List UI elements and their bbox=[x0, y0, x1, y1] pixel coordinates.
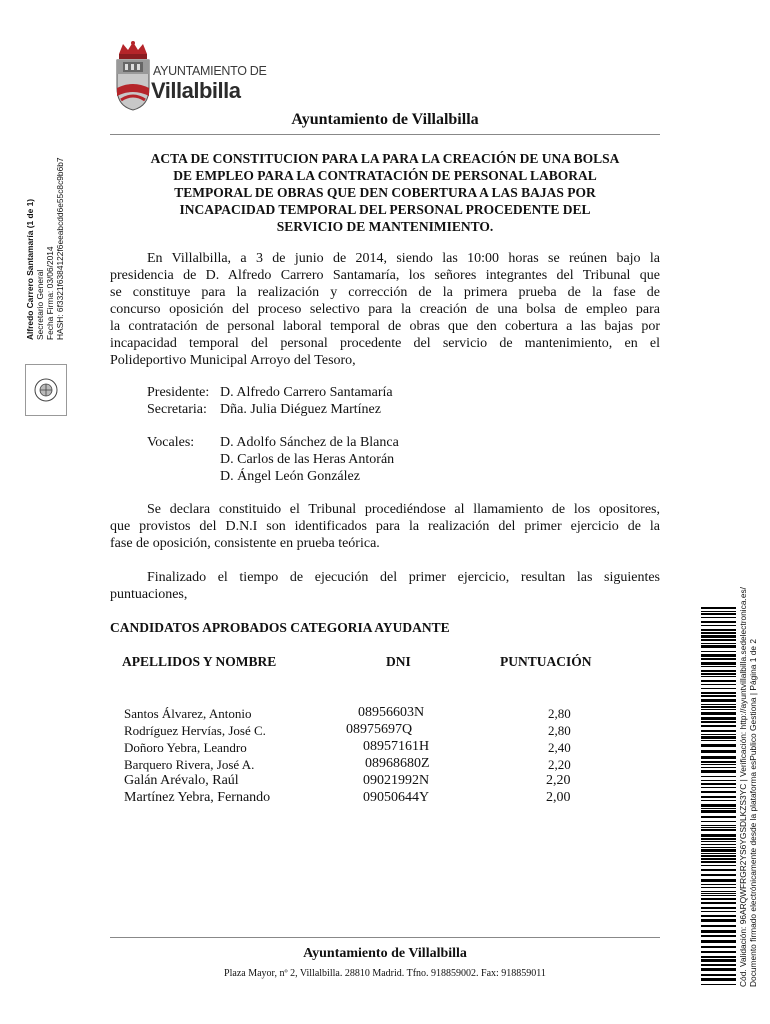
column-header-score: PUNTUACIÓN bbox=[500, 654, 592, 669]
candidate-name: Barquero Rivera, José A. bbox=[124, 757, 255, 772]
text-line: Finalizado el tiempo de ejecución del primer ejercicio, resultan las siguientes bbox=[147, 570, 660, 585]
secretaria-label: Secretaria: bbox=[147, 402, 207, 417]
candidate-dni: 09050644Y bbox=[363, 790, 430, 805]
signer-name: Alfredo Carrero Santamaría (1 de 1) bbox=[25, 198, 35, 340]
signature-text-block bbox=[25, 157, 65, 340]
candidates-heading: CANDIDATOS APROBADOS CATEGORIA AYUDANTE bbox=[110, 620, 450, 635]
column-header-dni: DNI bbox=[386, 654, 411, 669]
candidate-score: 2,40 bbox=[548, 740, 571, 755]
paragraph-results bbox=[110, 569, 660, 603]
presidente-name: D. Alfredo Carrero Santamaría bbox=[220, 385, 393, 400]
text-line: la contratación de personal laboral temporal de obras que den cobertura a las bajas por bbox=[110, 319, 660, 334]
candidate-dni: 09021992N bbox=[363, 773, 430, 788]
paragraph-intro bbox=[110, 250, 660, 369]
text-line: que provistos del D.N.I son identificados para la realización del primer ejercicio de la bbox=[110, 519, 660, 534]
text-line: incapacidad temporal del personal procedente del servicio de mantenimiento, en el bbox=[110, 336, 660, 351]
footer-title: Ayuntamiento de Villalbilla bbox=[303, 946, 467, 961]
footer-address: Plaza Mayor, nº 2, Villalbilla. 28810 Madrid. Tfno. 918859002. Fax: 918859011 bbox=[224, 968, 546, 979]
signature-hash: HASH: 6f3321f6384122f6eeabcdd6e55c8c9b6b7 bbox=[55, 157, 65, 340]
candidate-score: 2,20 bbox=[548, 757, 571, 772]
text-line: Polideportivo Municipal Arroyo del Tesoro, bbox=[110, 353, 356, 368]
text-line: Se declara constituido el Tribunal procediéndose al llamamiento de los opositores, bbox=[147, 502, 660, 517]
text-line: presidencia de D. Alfredo Carrero Santamaría, los señores integrantes del Tribunal que bbox=[110, 268, 660, 283]
header-divider bbox=[110, 134, 660, 135]
signature-stamp bbox=[23, 157, 69, 420]
text-line: puntuaciones, bbox=[110, 587, 188, 602]
logo-line-2: Villalbilla bbox=[151, 78, 241, 103]
coat-of-arms-icon bbox=[113, 40, 153, 112]
vocal-name: D. Carlos de las Heras Antorán bbox=[220, 452, 395, 467]
text-line: concurso oposición del proceso selectivo para la creación de una bolsa de empleo para bbox=[110, 302, 660, 317]
text-line: se constituye para la realización y corrección de la primera prueba de la fase de bbox=[110, 285, 660, 300]
candidate-score: 2,80 bbox=[548, 706, 571, 721]
footer-divider bbox=[110, 937, 660, 938]
candidate-dni: 08975697Q bbox=[346, 722, 413, 737]
column-header-name: APELLIDOS Y NOMBRE bbox=[122, 654, 277, 669]
candidate-name: Doñoro Yebra, Leandro bbox=[124, 740, 247, 755]
verification-barcode bbox=[701, 607, 736, 987]
document-title bbox=[110, 150, 660, 235]
signer-role: Secretario General bbox=[35, 269, 45, 340]
candidate-dni: 08956603N bbox=[358, 705, 425, 720]
candidate-score: 2,20 bbox=[546, 773, 571, 788]
header-title: Ayuntamiento de Villalbilla bbox=[291, 111, 479, 128]
stamp-box bbox=[25, 364, 67, 416]
paragraph-constitution bbox=[110, 501, 660, 552]
vocales-label: Vocales: bbox=[147, 435, 195, 450]
candidate-name: Galán Arévalo, Raúl bbox=[124, 773, 239, 788]
candidate-name: Santos Álvarez, Antonio bbox=[124, 706, 252, 721]
candidate-dni: 08968680Z bbox=[365, 756, 430, 771]
candidate-score: 2,80 bbox=[548, 723, 571, 738]
barcode-icon bbox=[701, 607, 736, 987]
title-line: DE EMPLEO PARA LA CONTRATACIÓN DE PERSONAL LABORAL bbox=[173, 168, 597, 183]
text-line: fase de oposición, consistente en prueba teórica. bbox=[110, 536, 380, 551]
secretaria-name: Dña. Julia Diéguez Martínez bbox=[220, 402, 381, 417]
municipal-logo bbox=[113, 40, 267, 112]
text-line: En Villalbilla, a 3 de junio de 2014, siendo las 10:00 horas se reúnen bajo la bbox=[147, 251, 660, 266]
candidate-score: 2,00 bbox=[546, 790, 571, 805]
title-line: ACTA DE CONSTITUCION PARA LA PARA LA CREACIÓN DE UNA BOLSA bbox=[150, 151, 620, 166]
candidate-name: Martínez Yebra, Fernando bbox=[124, 790, 271, 805]
seal-icon bbox=[26, 365, 66, 415]
title-line: SERVICIO DE MANTENIMIENTO. bbox=[276, 219, 494, 234]
candidate-dni: 08957161H bbox=[363, 739, 430, 754]
title-line: TEMPORAL DE OBRAS QUE DEN COBERTURA A LAS BAJAS POR bbox=[174, 185, 596, 200]
vocal-name: D. Adolfo Sánchez de la Blanca bbox=[220, 435, 399, 450]
verification-code-line: Cód. Validación: 96ARQWFRGR2YS6YGSDLKZS3YC | Verificación: http://ayuntvillalbilla.sedelectronica.es/ bbox=[738, 586, 748, 987]
signature-date: Fecha Firma: 03/06/2014 bbox=[45, 246, 55, 340]
title-line: INCAPACIDAD TEMPORAL DEL PERSONAL PROCEDENTE DEL bbox=[179, 202, 591, 217]
logo-line-1: AYUNTAMIENTO DE bbox=[153, 64, 267, 78]
vocal-name: D. Ángel León González bbox=[220, 469, 360, 484]
verification-text-block bbox=[738, 587, 758, 987]
candidate-name: Rodríguez Hervías, José C. bbox=[124, 723, 266, 738]
verification-platform-line: Documento firmado electrónicamente desde la plataforma esPublico Gestiona | Página 1 de 2 bbox=[748, 638, 758, 987]
presidente-label: Presidente: bbox=[147, 385, 210, 400]
